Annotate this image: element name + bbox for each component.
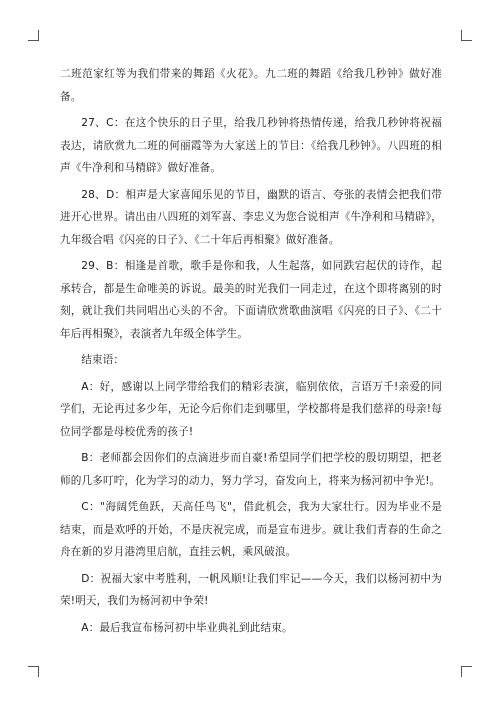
- closing-paragraph-a: A：好，感谢以上同学带给我们的精彩表演，临别依依，言语万千!亲爱的同学们，无论再过多少年，无论今后你们走到哪里，学校都将是我们慈祥的母亲!每位同学都是母校优秀的孩子!: [60, 380, 442, 438]
- paragraph-continued: 二班范家红等为我们带来的舞蹈《火花》。九二班的舞蹈《给我几秒钟》做好准备。: [60, 68, 442, 103]
- document-body: [60, 63, 442, 643]
- paragraph-28: 28、D：相声是大家喜闻乐见的节目，幽默的语言、夸张的表情会把我们带进开心世界。请出由八四班的刘军喜、李忠义为您合说相声《牛净利和马精辟》，九年级合唱《闪亮的日子》、《二十年后再相聚》做好准备。: [60, 188, 442, 246]
- closing-paragraph-c: C："海阔凭鱼跃，天高任鸟飞"，借此机会，我为大家壮行。因为毕业不是结束，而是欢呼的开始，不是庆祝完成，而是宣布进步。就让我们青春的生命之舟在新的岁月港湾里启航，直挂云帆，乘风破浪。: [60, 501, 442, 558]
- closing-heading: 结束语：: [81, 354, 125, 366]
- closing-paragraph-b: B：老师都会因你们的点滴进步而自豪!希望同学们把学校的殷切期望，把老师的几多叮咛，化为学习的动力，努力学习，奋发向上，将来为杨河初中争光!。: [60, 452, 442, 487]
- paragraph-29: 29、B：相逢是首歌，歌手是你和我，人生起落，如同跌宕起伏的诗作，起承转合，都是生命唯美的诉说。最美的时光我们一同走过，在这个即将离别的时刻，就让我们共同唱出心头的不舍。下面请欣赏歌曲演唱《闪亮的日子》、《二十年后再相聚》，表演者九年级全体学生。: [60, 260, 442, 340]
- crop-mark-top-left: [28, 30, 39, 41]
- closing-paragraph-d: D：祝福大家中考胜利，一帆风顺!让我们牢记——今天，我们以杨河初中为荣!明天，我们为杨河初中争荣!: [60, 572, 442, 607]
- crop-mark-bottom-right: [461, 666, 472, 677]
- paragraph-27: 27、C：在这个快乐的日子里，给我几秒钟将热情传递，给我几秒钟将祝福表达，请欣赏九二班的何丽霞等为大家送上的节目：《给我几秒钟》。八四班的相声《牛净利和马精辟》做好准备。: [60, 117, 442, 174]
- closing-paragraph-final: A：最后我宣布杨河初中毕业典礼到此结束。: [81, 621, 293, 634]
- crop-mark-top-right: [461, 30, 472, 41]
- crop-mark-bottom-left: [28, 666, 39, 677]
